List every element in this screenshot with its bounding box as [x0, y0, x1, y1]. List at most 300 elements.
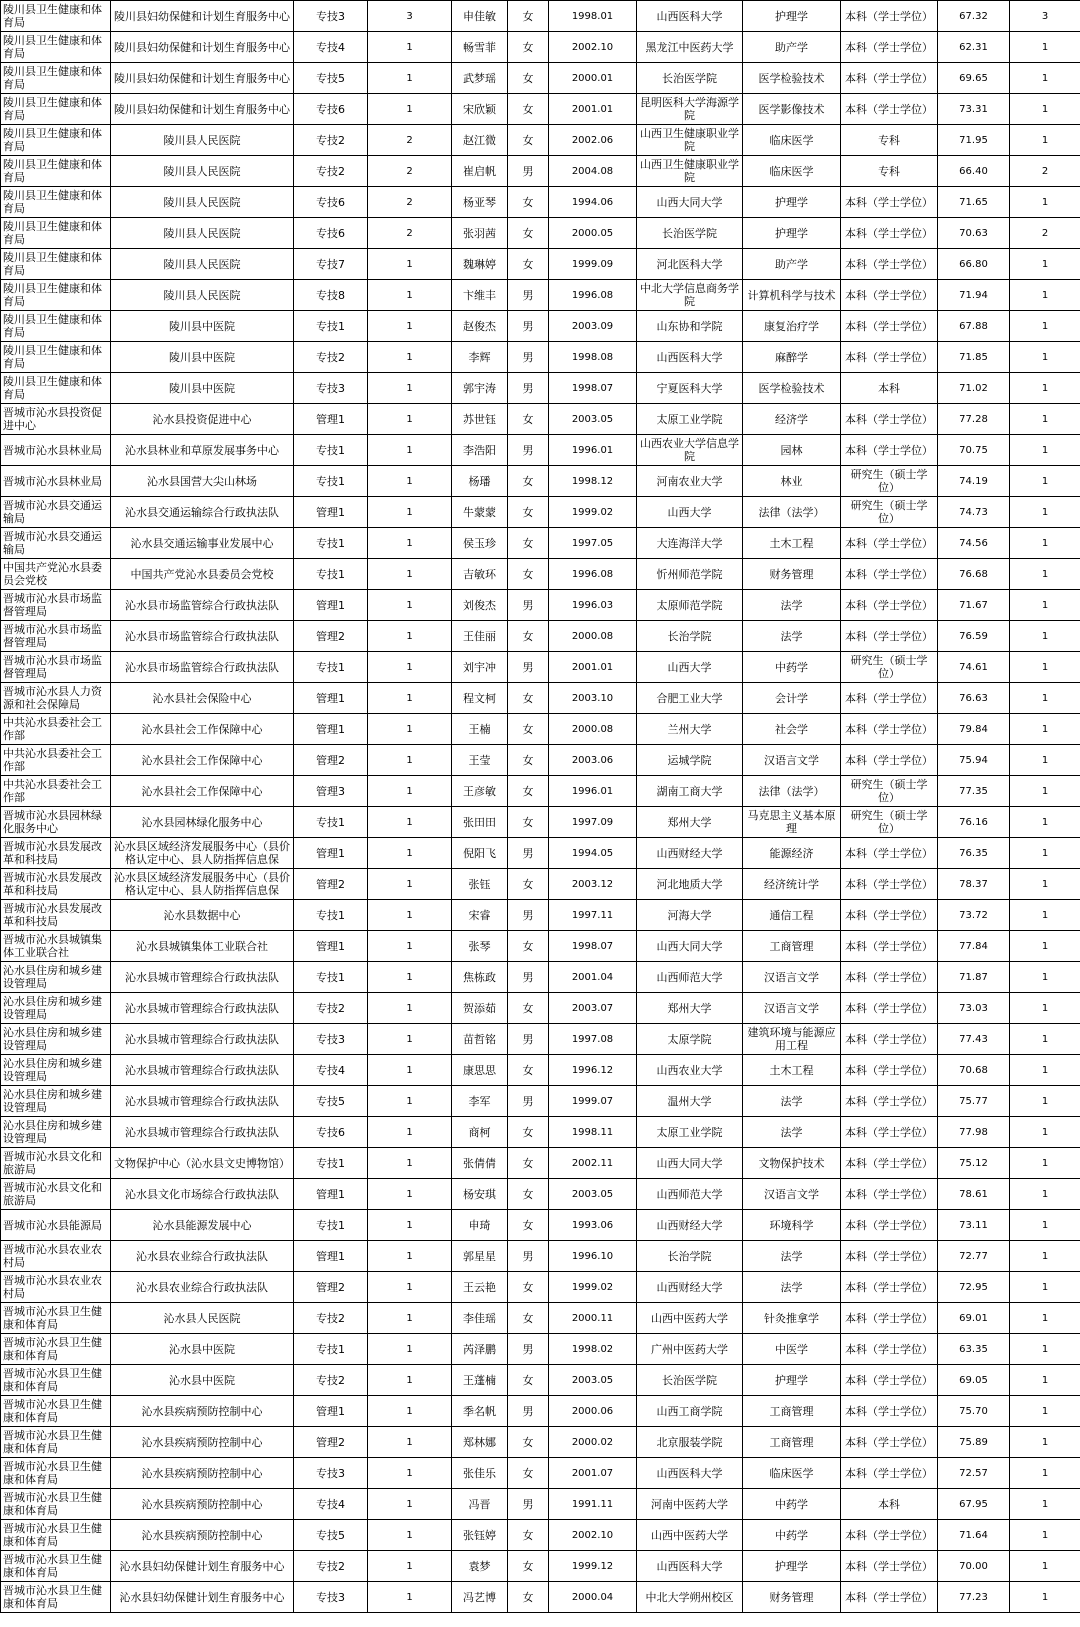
cell-position-code: 管理2 [294, 1272, 368, 1303]
table-row [1, 125, 1080, 156]
cell-rank: 1 [1010, 280, 1080, 311]
cell-name: 苗哲铭 [452, 1024, 508, 1055]
cell-major: 医学检验技术 [743, 373, 841, 404]
cell-gender: 女 [508, 1582, 549, 1613]
cell-major: 社会学 [743, 714, 841, 745]
cell-major: 助产学 [743, 249, 841, 280]
cell-score: 75.70 [938, 1396, 1010, 1427]
cell-major: 医学影像技术 [743, 94, 841, 125]
cell-rank: 1 [1010, 1024, 1080, 1055]
cell-name: 赵俊杰 [452, 311, 508, 342]
cell-school: 山西医科大学 [637, 1, 743, 32]
cell-department: 沁水县住房和城乡建设管理局 [1, 1086, 111, 1117]
cell-birth-date: 2003.06 [549, 745, 637, 776]
cell-unit: 沁水县交通运输综合行政执法队 [111, 497, 294, 528]
cell-major: 汉语言文学 [743, 1179, 841, 1210]
cell-school: 北京服装学院 [637, 1427, 743, 1458]
cell-school: 山西大同大学 [637, 187, 743, 218]
cell-name: 武梦瑶 [452, 63, 508, 94]
cell-birth-date: 2002.10 [549, 32, 637, 63]
cell-gender: 女 [508, 714, 549, 745]
cell-name: 王蓬楠 [452, 1365, 508, 1396]
table-row [1, 187, 1080, 218]
table-row [1, 1396, 1080, 1427]
cell-department: 沁水县住房和城乡建设管理局 [1, 1117, 111, 1148]
cell-gender: 男 [508, 280, 549, 311]
cell-gender: 女 [508, 1055, 549, 1086]
cell-rank: 1 [1010, 590, 1080, 621]
cell-name: 刘宇冲 [452, 652, 508, 683]
cell-rank: 1 [1010, 1582, 1080, 1613]
table-row [1, 249, 1080, 280]
table-row [1, 714, 1080, 745]
cell-rank: 1 [1010, 1117, 1080, 1148]
cell-rank: 1 [1010, 187, 1080, 218]
cell-name: 崔启帆 [452, 156, 508, 187]
cell-quota: 1 [368, 435, 452, 466]
cell-unit: 沁水县疾病预防控制中心 [111, 1458, 294, 1489]
cell-department: 晋城市沁水县卫生健康和体育局 [1, 1489, 111, 1520]
cell-department: 晋城市沁水县发展改革和科技局 [1, 900, 111, 931]
cell-score: 70.68 [938, 1055, 1010, 1086]
cell-department: 晋城市沁水县城镇集体工业联合社 [1, 931, 111, 962]
cell-school: 郑州大学 [637, 807, 743, 838]
cell-education: 本科（学士学位） [841, 280, 938, 311]
cell-unit: 陵川县人民医院 [111, 218, 294, 249]
cell-name: 畅雪菲 [452, 32, 508, 63]
cell-education: 本科（学士学位） [841, 1303, 938, 1334]
cell-major: 临床医学 [743, 125, 841, 156]
cell-gender: 女 [508, 1210, 549, 1241]
cell-rank: 1 [1010, 683, 1080, 714]
cell-quota: 1 [368, 32, 452, 63]
cell-unit: 沁水县文化市场综合行政执法队 [111, 1179, 294, 1210]
cell-score: 73.11 [938, 1210, 1010, 1241]
cell-department: 陵川县卫生健康和体育局 [1, 94, 111, 125]
cell-major: 土木工程 [743, 1055, 841, 1086]
cell-education: 本科（学士学位） [841, 838, 938, 869]
table-row [1, 94, 1080, 125]
cell-name: 吉敏环 [452, 559, 508, 590]
table-row [1, 1334, 1080, 1365]
cell-unit: 陵川县人民医院 [111, 249, 294, 280]
cell-department: 晋城市沁水县林业局 [1, 435, 111, 466]
cell-school: 长治医学院 [637, 63, 743, 94]
cell-quota: 1 [368, 528, 452, 559]
cell-education: 本科（学士学位） [841, 1148, 938, 1179]
cell-major: 法学 [743, 590, 841, 621]
cell-gender: 男 [508, 962, 549, 993]
cell-rank: 1 [1010, 993, 1080, 1024]
cell-education: 本科（学士学位） [841, 1086, 938, 1117]
table-row [1, 1148, 1080, 1179]
cell-score: 71.87 [938, 962, 1010, 993]
table-row [1, 342, 1080, 373]
cell-score: 72.95 [938, 1272, 1010, 1303]
cell-quota: 1 [368, 1241, 452, 1272]
cell-unit: 沁水县交通运输事业发展中心 [111, 528, 294, 559]
cell-school: 湖南工商大学 [637, 776, 743, 807]
cell-department: 晋城市沁水县卫生健康和体育局 [1, 1303, 111, 1334]
cell-score: 77.98 [938, 1117, 1010, 1148]
cell-birth-date: 2003.09 [549, 311, 637, 342]
cell-unit: 沁水县市场监管综合行政执法队 [111, 590, 294, 621]
cell-score: 77.43 [938, 1024, 1010, 1055]
table-row [1, 1086, 1080, 1117]
cell-name: 郑林娜 [452, 1427, 508, 1458]
cell-department: 沁水县住房和城乡建设管理局 [1, 993, 111, 1024]
table-row [1, 466, 1080, 497]
cell-education: 研究生（硕士学位） [841, 807, 938, 838]
cell-unit: 沁水县疾病预防控制中心 [111, 1396, 294, 1427]
cell-quota: 1 [368, 931, 452, 962]
cell-education: 本科（学士学位） [841, 1, 938, 32]
cell-gender: 女 [508, 1458, 549, 1489]
cell-name: 贺添茹 [452, 993, 508, 1024]
cell-unit: 沁水县区域经济发展服务中心（县价格认定中心、县人防指挥信息保 [111, 869, 294, 900]
cell-rank: 2 [1010, 156, 1080, 187]
cell-department: 陵川县卫生健康和体育局 [1, 249, 111, 280]
cell-unit: 沁水县疾病预防控制中心 [111, 1520, 294, 1551]
cell-score: 75.12 [938, 1148, 1010, 1179]
cell-department: 晋城市沁水县发展改革和科技局 [1, 838, 111, 869]
cell-education: 本科（学士学位） [841, 1210, 938, 1241]
cell-quota: 2 [368, 218, 452, 249]
cell-position-code: 管理2 [294, 621, 368, 652]
cell-position-code: 专技1 [294, 962, 368, 993]
cell-birth-date: 2003.10 [549, 683, 637, 714]
cell-gender: 女 [508, 1117, 549, 1148]
cell-department: 晋城市沁水县发展改革和科技局 [1, 869, 111, 900]
cell-birth-date: 1996.12 [549, 1055, 637, 1086]
cell-position-code: 专技1 [294, 311, 368, 342]
cell-score: 73.03 [938, 993, 1010, 1024]
cell-school: 广州中医药大学 [637, 1334, 743, 1365]
cell-score: 66.80 [938, 249, 1010, 280]
cell-education: 研究生（硕士学位） [841, 776, 938, 807]
cell-name: 商柯 [452, 1117, 508, 1148]
cell-quota: 1 [368, 1086, 452, 1117]
cell-birth-date: 2000.08 [549, 714, 637, 745]
cell-name: 张倩倩 [452, 1148, 508, 1179]
table-row [1, 1458, 1080, 1489]
cell-department: 沁水县住房和城乡建设管理局 [1, 1024, 111, 1055]
cell-education: 本科（学士学位） [841, 63, 938, 94]
cell-rank: 1 [1010, 125, 1080, 156]
cell-unit: 沁水县市场监管综合行政执法队 [111, 621, 294, 652]
cell-school: 山西大学 [637, 497, 743, 528]
cell-education: 研究生（硕士学位） [841, 652, 938, 683]
cell-unit: 沁水县疾病预防控制中心 [111, 1427, 294, 1458]
cell-unit: 沁水县人民医院 [111, 1303, 294, 1334]
cell-school: 太原工业学院 [637, 404, 743, 435]
table-row [1, 1024, 1080, 1055]
cell-score: 69.01 [938, 1303, 1010, 1334]
cell-birth-date: 1996.08 [549, 280, 637, 311]
cell-name: 李佳瑶 [452, 1303, 508, 1334]
cell-score: 75.94 [938, 745, 1010, 776]
cell-major: 法学 [743, 1272, 841, 1303]
cell-department: 晋城市沁水县卫生健康和体育局 [1, 1551, 111, 1582]
cell-rank: 1 [1010, 32, 1080, 63]
cell-birth-date: 2002.10 [549, 1520, 637, 1551]
cell-score: 70.63 [938, 218, 1010, 249]
cell-position-code: 管理1 [294, 931, 368, 962]
cell-unit: 沁水县城市管理综合行政执法队 [111, 1024, 294, 1055]
cell-major: 计算机科学与技术 [743, 280, 841, 311]
cell-name: 郭宇涛 [452, 373, 508, 404]
cell-score: 74.56 [938, 528, 1010, 559]
cell-education: 本科（学士学位） [841, 218, 938, 249]
cell-score: 71.85 [938, 342, 1010, 373]
cell-unit: 沁水县社会工作保障中心 [111, 714, 294, 745]
cell-score: 75.89 [938, 1427, 1010, 1458]
cell-education: 研究生（硕士学位） [841, 466, 938, 497]
cell-major: 麻醉学 [743, 342, 841, 373]
cell-position-code: 专技1 [294, 652, 368, 683]
cell-quota: 1 [368, 1458, 452, 1489]
table-row [1, 435, 1080, 466]
cell-department: 晋城市沁水县卫生健康和体育局 [1, 1365, 111, 1396]
cell-major: 法律（法学） [743, 776, 841, 807]
cell-unit: 陵川县妇幼保健和计划生育服务中心 [111, 32, 294, 63]
cell-birth-date: 1998.08 [549, 342, 637, 373]
cell-position-code: 专技3 [294, 1582, 368, 1613]
cell-position-code: 管理1 [294, 714, 368, 745]
cell-school: 山西医科大学 [637, 342, 743, 373]
cell-name: 刘俊杰 [452, 590, 508, 621]
cell-quota: 1 [368, 249, 452, 280]
cell-birth-date: 2000.04 [549, 1582, 637, 1613]
cell-quota: 1 [368, 962, 452, 993]
cell-department: 陵川县卫生健康和体育局 [1, 156, 111, 187]
table-row [1, 528, 1080, 559]
cell-position-code: 专技1 [294, 559, 368, 590]
cell-department: 晋城市沁水县林业局 [1, 466, 111, 497]
cell-gender: 男 [508, 311, 549, 342]
cell-department: 晋城市沁水县交通运输局 [1, 497, 111, 528]
table-row [1, 900, 1080, 931]
cell-unit: 沁水县数据中心 [111, 900, 294, 931]
cell-quota: 1 [368, 94, 452, 125]
cell-score: 73.72 [938, 900, 1010, 931]
cell-quota: 1 [368, 1303, 452, 1334]
cell-unit: 沁水县林业和草原发展事务中心 [111, 435, 294, 466]
table-row [1, 962, 1080, 993]
cell-score: 66.40 [938, 156, 1010, 187]
table-row [1, 931, 1080, 962]
cell-quota: 1 [368, 1520, 452, 1551]
table-row [1, 1055, 1080, 1086]
cell-rank: 1 [1010, 1086, 1080, 1117]
cell-rank: 1 [1010, 962, 1080, 993]
cell-birth-date: 1996.10 [549, 1241, 637, 1272]
cell-position-code: 管理1 [294, 590, 368, 621]
cell-quota: 1 [368, 497, 452, 528]
cell-department: 晋城市沁水县市场监督管理局 [1, 621, 111, 652]
cell-rank: 1 [1010, 1303, 1080, 1334]
cell-position-code: 专技3 [294, 373, 368, 404]
table-row [1, 1551, 1080, 1582]
cell-major: 医学检验技术 [743, 63, 841, 94]
cell-score: 74.61 [938, 652, 1010, 683]
cell-birth-date: 1997.05 [549, 528, 637, 559]
cell-name: 李军 [452, 1086, 508, 1117]
cell-major: 中药学 [743, 1489, 841, 1520]
cell-unit: 沁水县城市管理综合行政执法队 [111, 993, 294, 1024]
cell-name: 杨亚琴 [452, 187, 508, 218]
cell-score: 71.67 [938, 590, 1010, 621]
cell-major: 法律（法学） [743, 497, 841, 528]
cell-birth-date: 1999.12 [549, 1551, 637, 1582]
cell-birth-date: 1998.02 [549, 1334, 637, 1365]
cell-name: 张田田 [452, 807, 508, 838]
cell-education: 本科（学士学位） [841, 1427, 938, 1458]
cell-unit: 沁水县区域经济发展服务中心（县价格认定中心、县人防指挥信息保 [111, 838, 294, 869]
cell-major: 财务管理 [743, 1582, 841, 1613]
cell-name: 张钰 [452, 869, 508, 900]
cell-name: 康思思 [452, 1055, 508, 1086]
cell-birth-date: 2000.11 [549, 1303, 637, 1334]
cell-gender: 男 [508, 1024, 549, 1055]
cell-quota: 1 [368, 652, 452, 683]
cell-position-code: 专技3 [294, 1458, 368, 1489]
cell-education: 本科（学士学位） [841, 683, 938, 714]
cell-position-code: 管理1 [294, 1179, 368, 1210]
cell-position-code: 专技2 [294, 993, 368, 1024]
cell-quota: 1 [368, 745, 452, 776]
cell-name: 杨安琪 [452, 1179, 508, 1210]
cell-rank: 1 [1010, 1458, 1080, 1489]
cell-score: 67.95 [938, 1489, 1010, 1520]
cell-school: 河北医科大学 [637, 249, 743, 280]
cell-birth-date: 1997.11 [549, 900, 637, 931]
cell-major: 能源经济 [743, 838, 841, 869]
cell-score: 74.73 [938, 497, 1010, 528]
cell-department: 中共沁水县委社会工作部 [1, 714, 111, 745]
cell-unit: 陵川县人民医院 [111, 187, 294, 218]
cell-unit: 沁水县妇幼保健计划生育服务中心 [111, 1582, 294, 1613]
cell-rank: 1 [1010, 1055, 1080, 1086]
table-row [1, 1303, 1080, 1334]
cell-birth-date: 1997.08 [549, 1024, 637, 1055]
table-row [1, 63, 1080, 94]
cell-rank: 1 [1010, 714, 1080, 745]
cell-name: 季名帆 [452, 1396, 508, 1427]
cell-quota: 1 [368, 1396, 452, 1427]
cell-unit: 沁水县农业综合行政执法队 [111, 1272, 294, 1303]
cell-quota: 2 [368, 187, 452, 218]
cell-school: 太原师范学院 [637, 590, 743, 621]
cell-gender: 女 [508, 187, 549, 218]
cell-birth-date: 2001.01 [549, 94, 637, 125]
cell-gender: 男 [508, 1241, 549, 1272]
cell-school: 山西农业大学 [637, 1055, 743, 1086]
cell-name: 王莹 [452, 745, 508, 776]
cell-name: 袁梦 [452, 1551, 508, 1582]
table-row [1, 32, 1080, 63]
cell-birth-date: 1998.12 [549, 466, 637, 497]
cell-school: 山西中医药大学 [637, 1520, 743, 1551]
cell-score: 76.35 [938, 838, 1010, 869]
cell-unit: 沁水县能源发展中心 [111, 1210, 294, 1241]
table-row [1, 838, 1080, 869]
cell-position-code: 专技1 [294, 1334, 368, 1365]
cell-position-code: 专技1 [294, 900, 368, 931]
cell-education: 本科（学士学位） [841, 869, 938, 900]
table-row [1, 156, 1080, 187]
cell-gender: 女 [508, 621, 549, 652]
cell-birth-date: 2000.08 [549, 621, 637, 652]
cell-quota: 1 [368, 900, 452, 931]
cell-score: 71.02 [938, 373, 1010, 404]
cell-education: 本科（学士学位） [841, 1272, 938, 1303]
cell-name: 魏琳婷 [452, 249, 508, 280]
cell-position-code: 专技5 [294, 63, 368, 94]
cell-name: 侯玉珍 [452, 528, 508, 559]
cell-rank: 1 [1010, 63, 1080, 94]
cell-quota: 1 [368, 807, 452, 838]
cell-education: 本科（学士学位） [841, 1055, 938, 1086]
cell-school: 山西财经大学 [637, 838, 743, 869]
table-row [1, 745, 1080, 776]
cell-name: 程文柯 [452, 683, 508, 714]
cell-school: 太原学院 [637, 1024, 743, 1055]
table-row [1, 1241, 1080, 1272]
cell-rank: 1 [1010, 249, 1080, 280]
cell-position-code: 专技2 [294, 125, 368, 156]
cell-quota: 2 [368, 156, 452, 187]
cell-education: 本科（学士学位） [841, 1520, 938, 1551]
cell-rank: 1 [1010, 1148, 1080, 1179]
cell-department: 晋城市沁水县市场监督管理局 [1, 590, 111, 621]
cell-position-code: 管理2 [294, 1427, 368, 1458]
cell-rank: 1 [1010, 497, 1080, 528]
cell-gender: 男 [508, 342, 549, 373]
cell-birth-date: 1997.09 [549, 807, 637, 838]
cell-unit: 陵川县人民医院 [111, 280, 294, 311]
cell-gender: 女 [508, 249, 549, 280]
cell-score: 71.65 [938, 187, 1010, 218]
cell-education: 本科（学士学位） [841, 1334, 938, 1365]
cell-rank: 2 [1010, 218, 1080, 249]
cell-major: 法学 [743, 621, 841, 652]
table-row [1, 1117, 1080, 1148]
cell-score: 62.31 [938, 32, 1010, 63]
cell-quota: 1 [368, 1210, 452, 1241]
cell-rank: 1 [1010, 776, 1080, 807]
cell-quota: 1 [368, 1148, 452, 1179]
cell-major: 财务管理 [743, 559, 841, 590]
cell-quota: 1 [368, 404, 452, 435]
cell-department: 晋城市沁水县农业农村局 [1, 1241, 111, 1272]
cell-quota: 1 [368, 280, 452, 311]
cell-gender: 女 [508, 559, 549, 590]
cell-department: 陵川县卫生健康和体育局 [1, 125, 111, 156]
cell-education: 专科 [841, 125, 938, 156]
table-row [1, 1210, 1080, 1241]
cell-gender: 女 [508, 63, 549, 94]
cell-school: 山西中医药大学 [637, 1303, 743, 1334]
cell-education: 专科 [841, 156, 938, 187]
cell-education: 本科（学士学位） [841, 745, 938, 776]
cell-unit: 沁水县城市管理综合行政执法队 [111, 962, 294, 993]
cell-quota: 1 [368, 1055, 452, 1086]
cell-department: 沁水县住房和城乡建设管理局 [1, 962, 111, 993]
cell-rank: 1 [1010, 1365, 1080, 1396]
cell-gender: 男 [508, 1086, 549, 1117]
cell-position-code: 专技5 [294, 1086, 368, 1117]
